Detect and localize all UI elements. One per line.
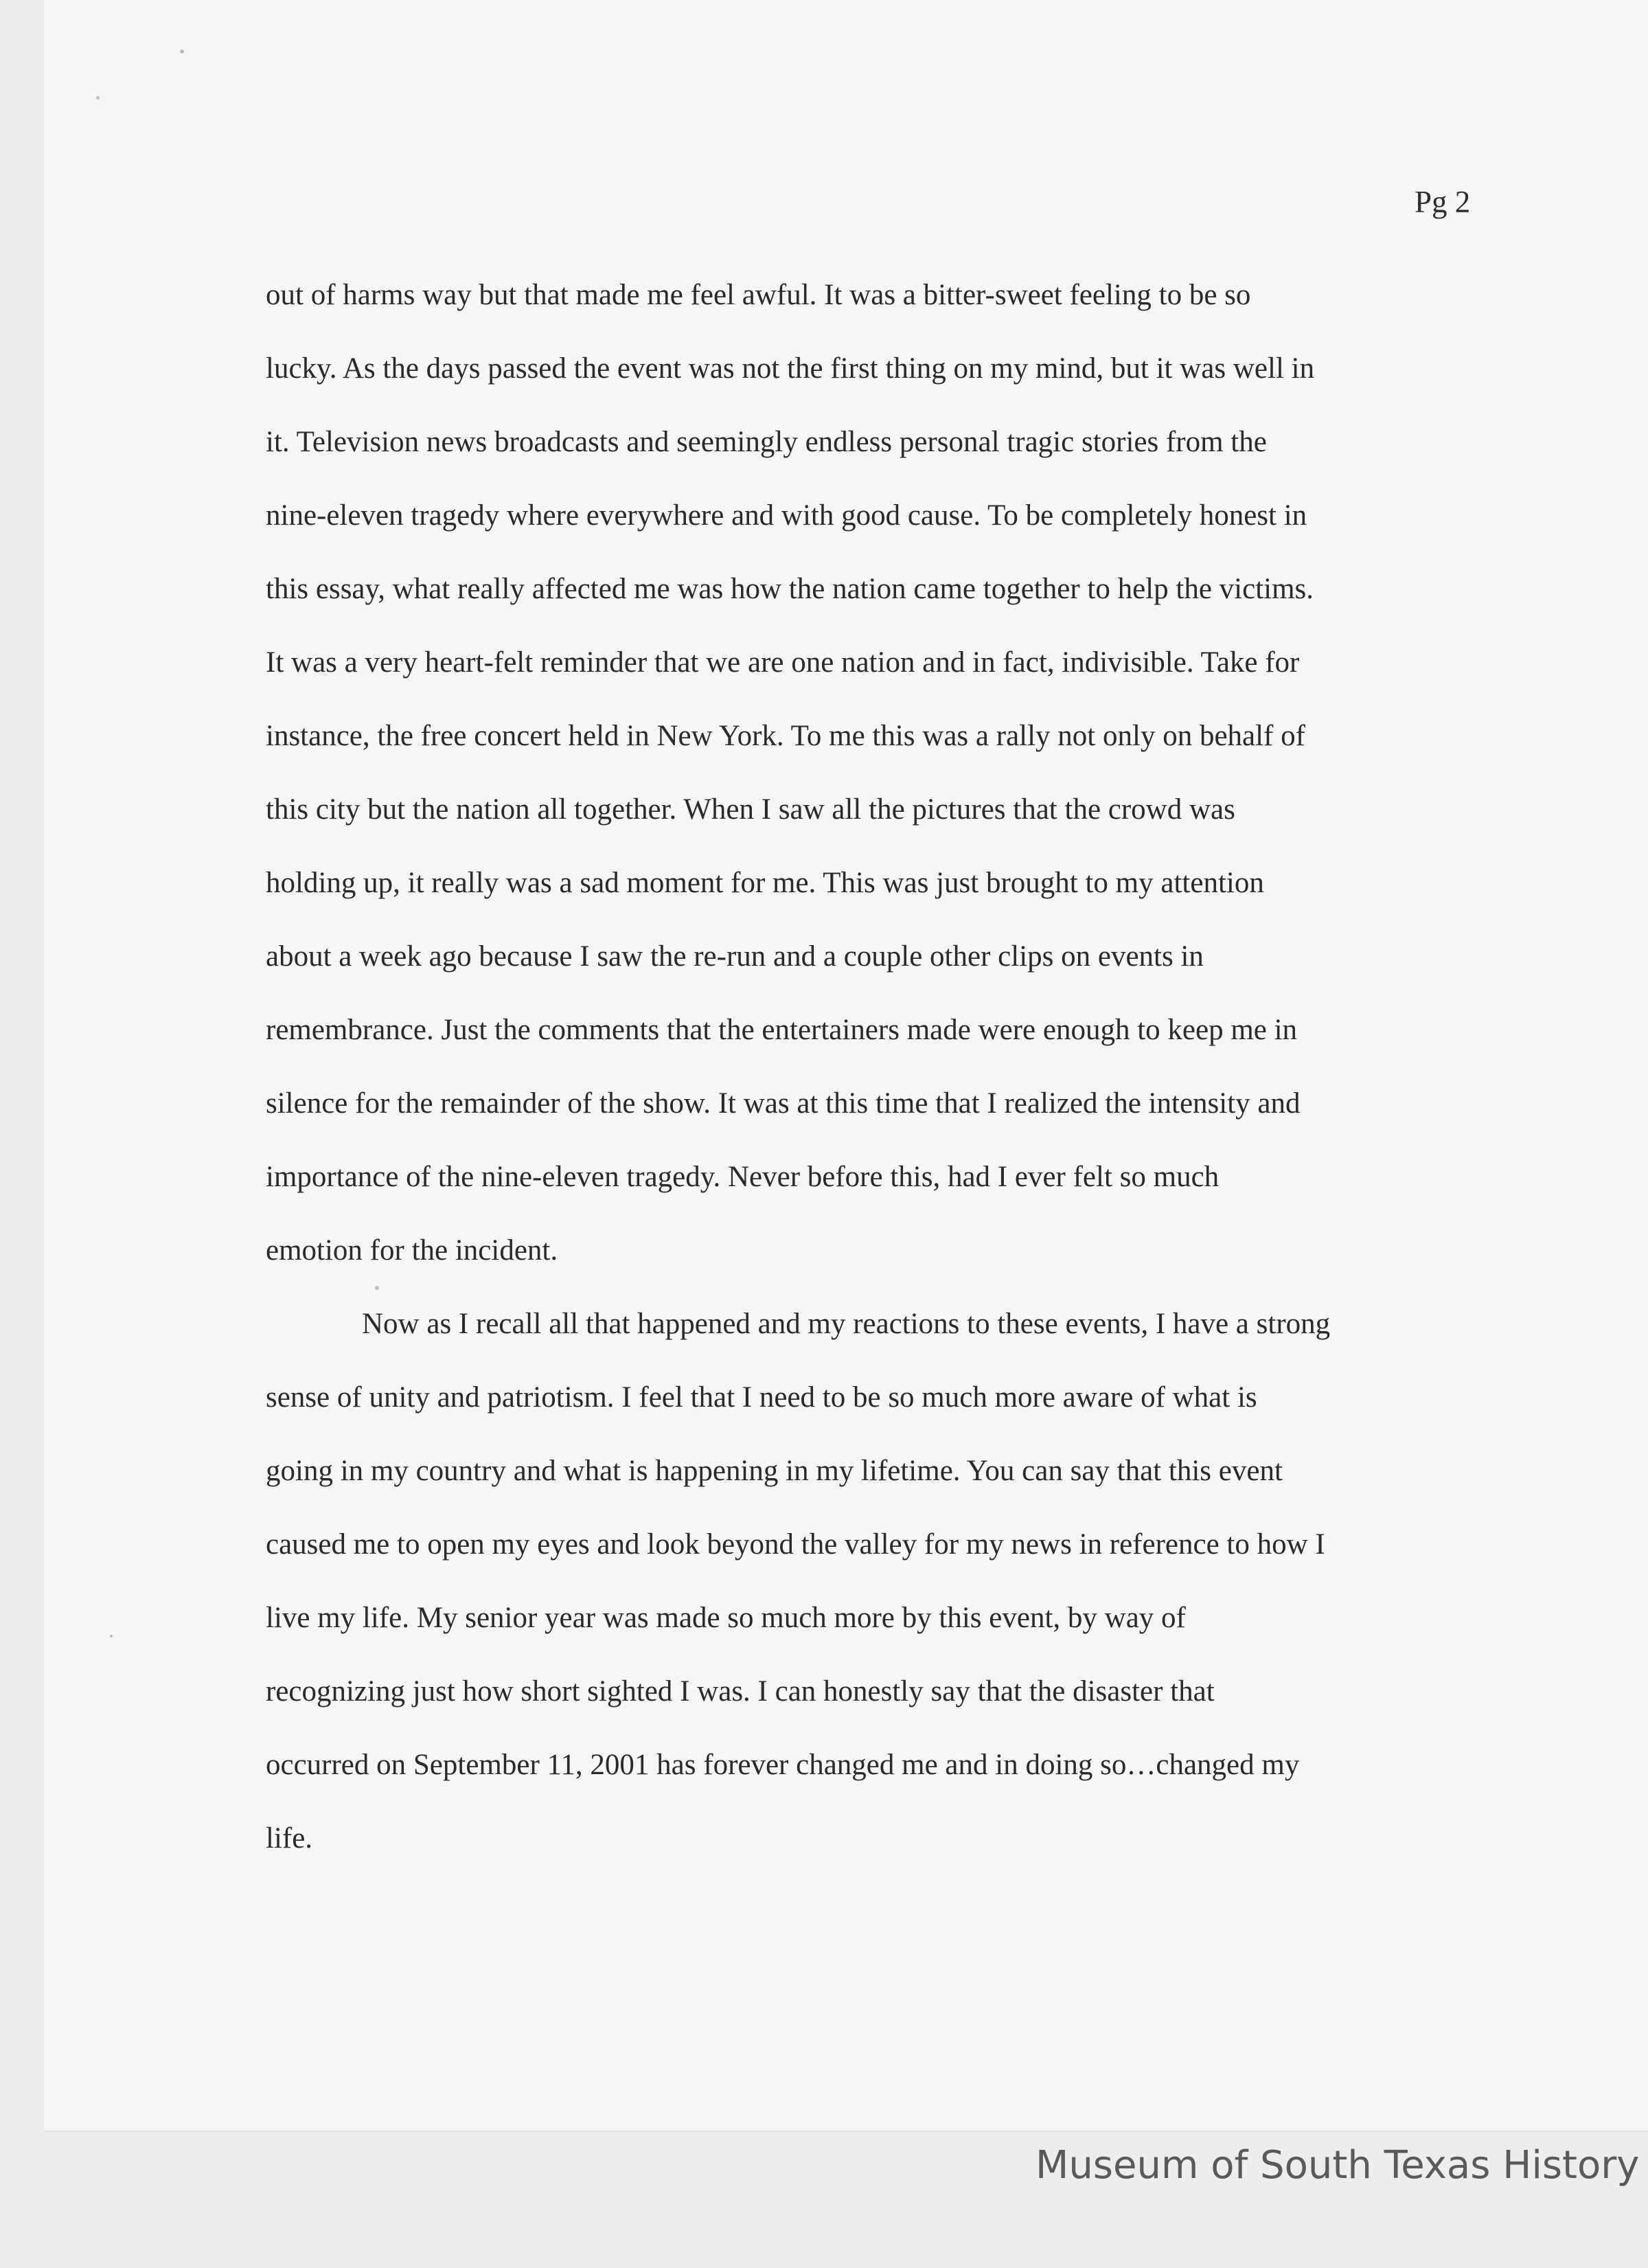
text-line: nine-eleven tragedy where everywhere and with good cause. To be completely honest in <box>266 499 1307 532</box>
text-line: emotion for the incident. <box>266 1234 558 1267</box>
text-line: instance, the free concert held in New York. To me this was a rally not only on behalf of <box>266 720 1305 752</box>
text-line: going in my country and what is happening in my lifetime. You can say that this event <box>266 1455 1283 1487</box>
text-line: this city but the nation all together. When I saw all the pictures that the crowd was <box>266 793 1235 826</box>
text-line: recognizing just how short sighted I was. I can honestly say that the disaster that <box>266 1675 1215 1708</box>
text-line: lucky. As the days passed the event was not the first thing on my mind, but it was well in <box>266 352 1315 385</box>
text-line: caused me to open my eyes and look beyond the valley for my news in reference to how I <box>266 1528 1325 1561</box>
text-line: It was a very heart-felt reminder that we are one nation and in fact, indivisible. Take for <box>266 646 1300 679</box>
text-line: this essay, what really affected me was how the nation came together to help the victims. <box>266 573 1314 605</box>
scan-speck <box>96 96 100 100</box>
text-line: live my life. My senior year was made so much more by this event, by way of <box>266 1602 1186 1634</box>
scan-speck <box>180 49 184 54</box>
museum-credit: Museum of South Texas History <box>1035 2143 1640 2188</box>
text-line: remembrance. Just the comments that the entertainers made were enough to keep me in <box>266 1014 1298 1046</box>
text-line: holding up, it really was a sad moment for me. This was just brought to my attention <box>266 867 1264 899</box>
text-line: occurred on September 11, 2001 has forever changed me and in doing so…changed my <box>266 1749 1300 1781</box>
text-line: silence for the remainder of the show. It was at this time that I realized the intensity and <box>266 1087 1301 1120</box>
text-line: out of harms way but that made me feel awful. It was a bitter-sweet feeling to be so <box>266 279 1251 311</box>
text-line: importance of the nine-eleven tragedy. Never before this, had I ever felt so much <box>266 1161 1220 1193</box>
essay-body <box>266 280 1433 1897</box>
scan-speck <box>110 1635 113 1637</box>
text-line: life. <box>266 1822 313 1855</box>
paragraph-start-line: Now as I recall all that happened and my reactions to these events, I have a strong <box>362 1308 1331 1340</box>
scan-speck <box>375 1286 379 1290</box>
text-line: it. Television news broadcasts and seemingly endless personal tragic stories from the <box>266 426 1267 458</box>
text-line: sense of unity and patriotism. I feel that I need to be so much more aware of what is <box>266 1381 1257 1414</box>
text-line: about a week ago because I saw the re-run and a couple other clips on events in <box>266 940 1204 973</box>
page-number: Pg 2 <box>1415 185 1471 219</box>
